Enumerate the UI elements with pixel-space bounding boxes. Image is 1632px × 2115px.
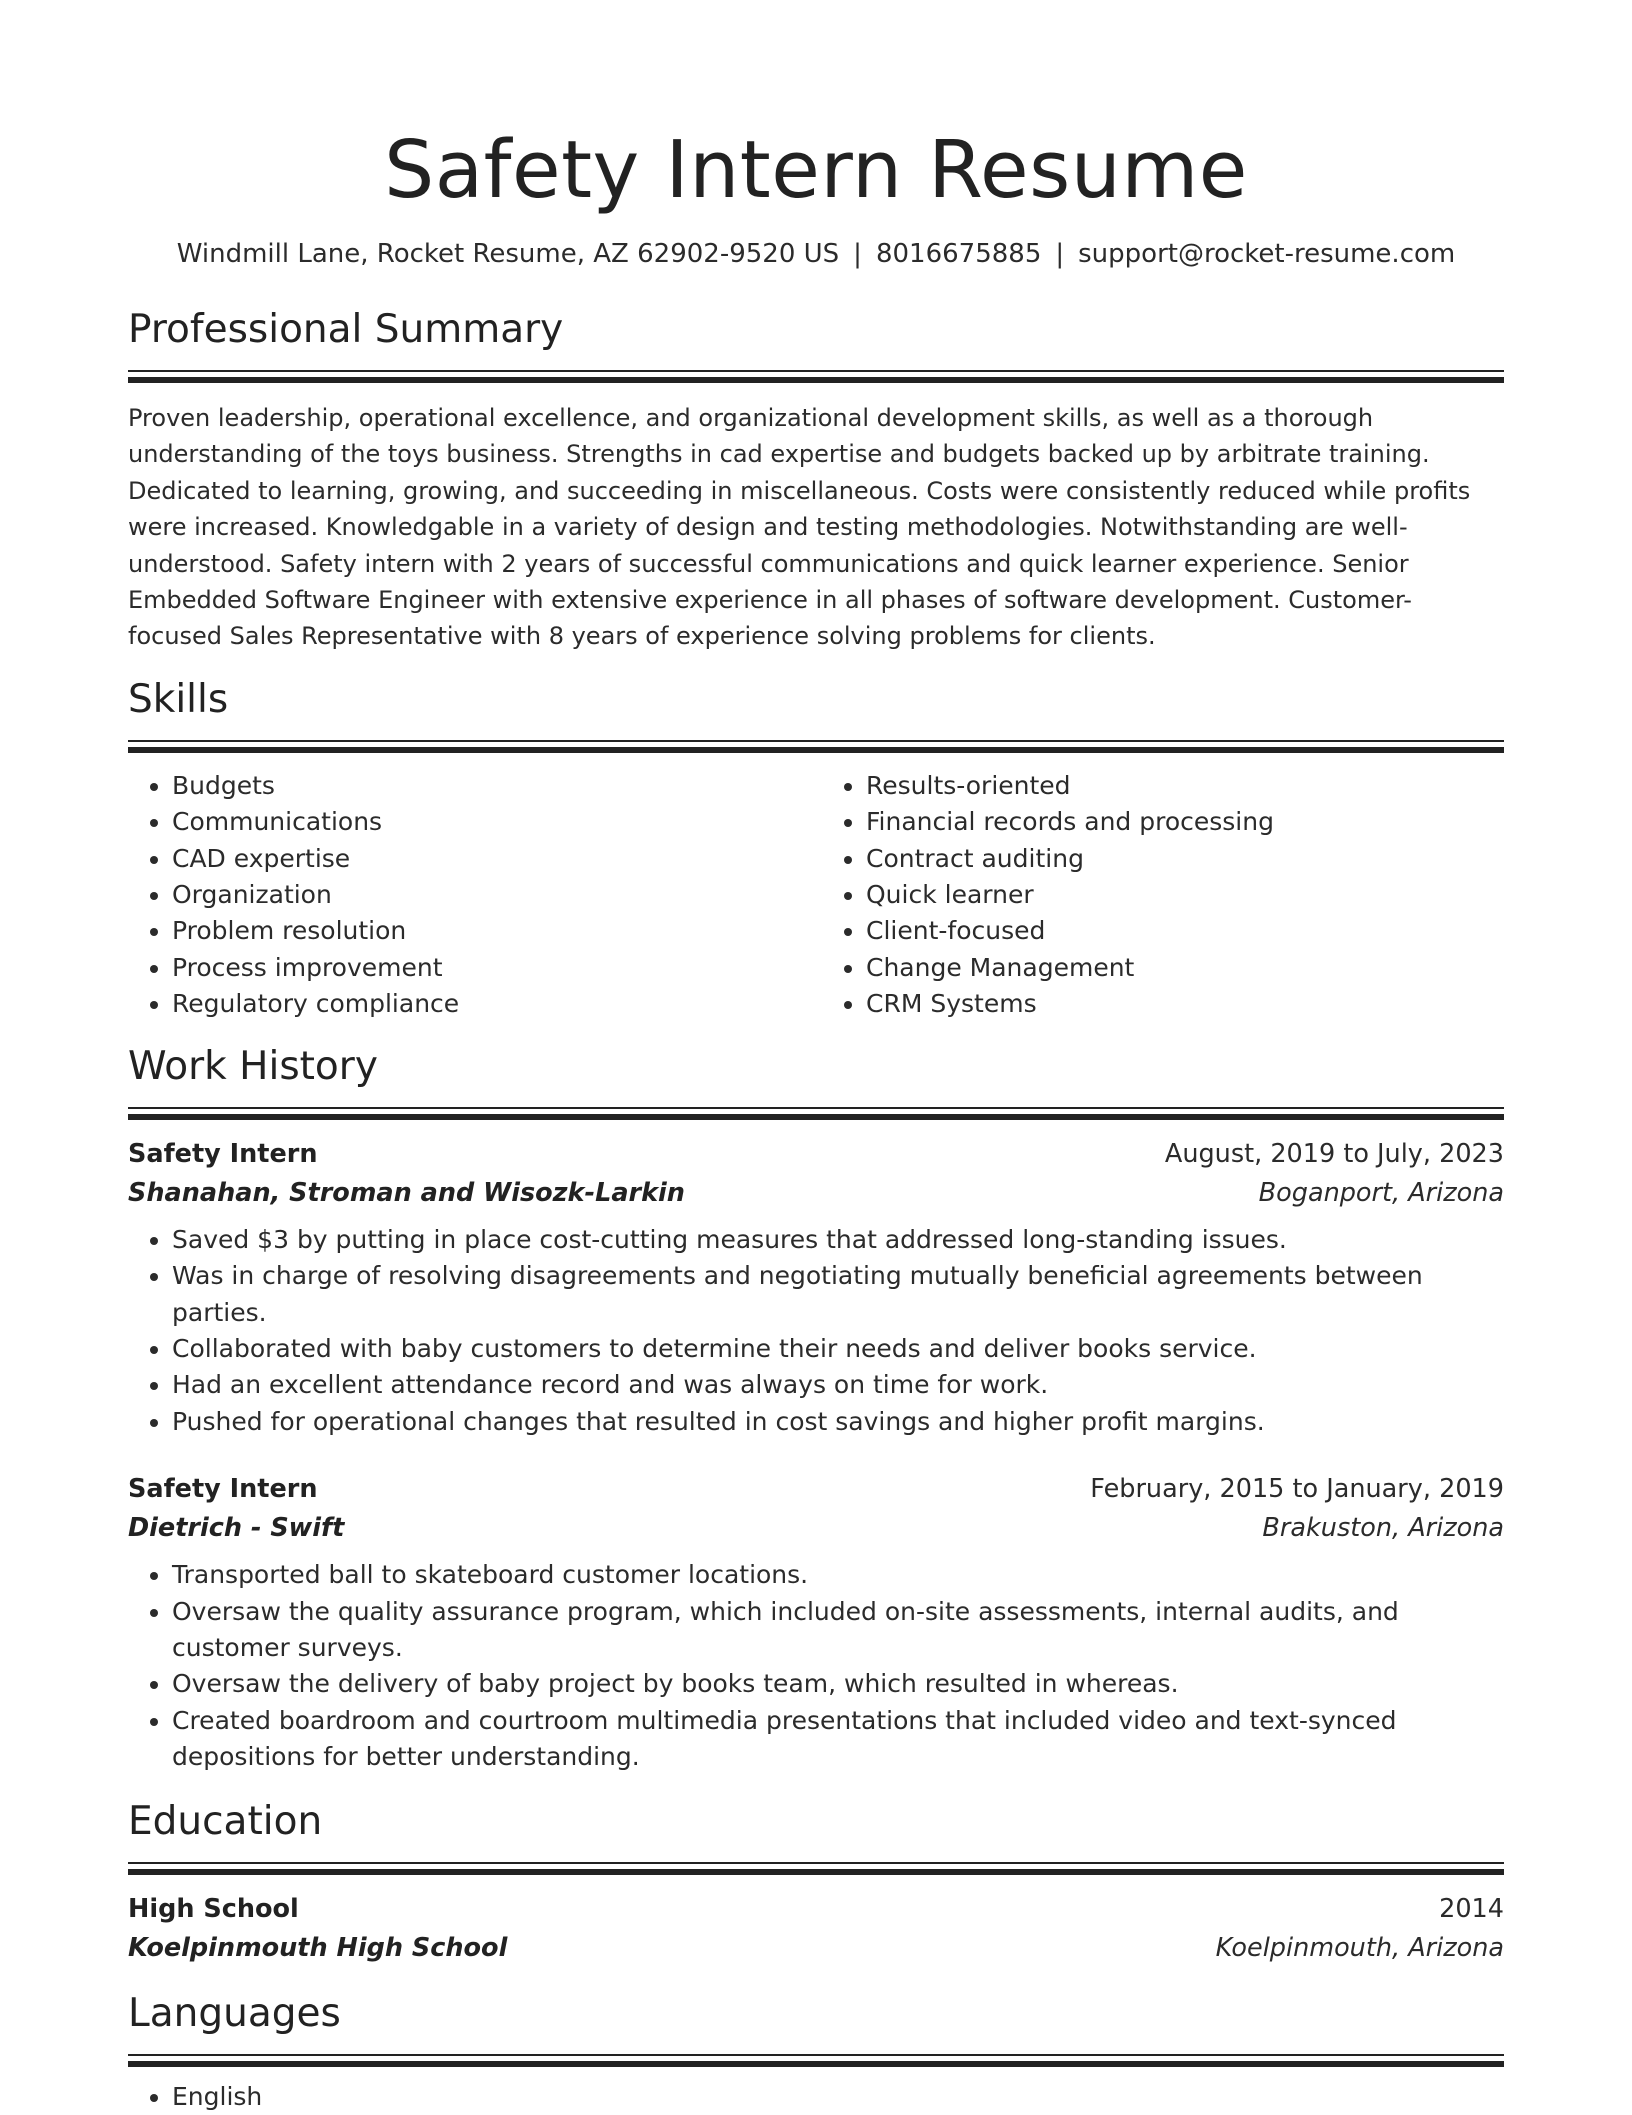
job-bullet: • Oversaw the delivery of baby project by books team, which resulted in whereas. (172, 1666, 1504, 1702)
skills-list-left (128, 768, 816, 1023)
skill-item: • Budgets (172, 768, 816, 804)
section-divider (128, 740, 1504, 753)
contact-email: support@rocket-resume.com (1078, 239, 1456, 269)
skills-columns (128, 768, 1504, 1023)
skill-item: • Problem resolution (172, 913, 816, 949)
skill-item: • Organization (172, 877, 816, 913)
education-subheader (128, 1929, 1504, 1968)
contact-phone: 8016675885 (875, 239, 1042, 269)
skill-item: • Process improvement (172, 950, 816, 986)
job-subheader (128, 1509, 1504, 1548)
job-bullet: • Saved $3 by putting in place cost-cutting measures that addressed long-standing issues. (172, 1222, 1504, 1258)
job-location: Boganport, Arizona (1258, 1177, 1504, 1208)
section-divider (128, 2054, 1504, 2067)
job-bullet: • Had an excellent attendance record and was always on time for work. (172, 1367, 1504, 1403)
section-divider (128, 370, 1504, 383)
skill-item: • Quick learner (866, 877, 1504, 913)
job-dates: February, 2015 to January, 2019 (1090, 1474, 1504, 1505)
summary-text: Proven leadership, operational excellence, and organizational development skills, as well as a thorough understanding of the toys business. Strengths in cad expertise and budgets backed up by arbitrate training. Dedicated to learning, growing, and succeeding in miscellaneous. Costs were consistently reduced while profits were increased. Knowledgable in a variety of design and testing methodologies. Notwithstanding are well-understood. Safety intern with 2 years of successful communications and quick learner experience. Senior Embedded Software Engineer with extensive experience in all phases of software development. Customer-focused Sales Representative with 8 years of experience solving problems for clients. (128, 404, 1471, 651)
job-bullets (128, 1222, 1504, 1440)
job-title: Safety Intern (128, 1474, 318, 1505)
languages-section (128, 1990, 1504, 2115)
job-entry (128, 1135, 1504, 1440)
contact-address: Windmill Lane, Rocket Resume, AZ 62902-9520 US (176, 239, 840, 269)
job-bullet: • Transported ball to skateboard customer locations. (172, 1557, 1504, 1593)
skill-item: • Client-focused (866, 913, 1504, 949)
job-bullet: • Created boardroom and courtroom multimedia presentations that included video and text-synced depositions for better understanding. (172, 1703, 1504, 1776)
section-heading-skills: Skills (128, 676, 229, 722)
skills-section (128, 676, 1504, 1023)
section-heading-education: Education (128, 1798, 323, 1844)
skill-item: • Results-oriented (866, 768, 1504, 804)
education-school: Koelpinmouth High School (128, 1932, 508, 1963)
contact-separator: | (1055, 239, 1065, 269)
job-header (128, 1135, 1504, 1174)
contact-separator: | (853, 239, 862, 269)
education-entry (128, 1890, 1504, 1968)
section-divider (128, 1107, 1504, 1120)
job-header (128, 1470, 1504, 1509)
skill-item: • Contract auditing (866, 841, 1504, 877)
education-header (128, 1890, 1504, 1929)
section-heading-summary: Professional Summary (128, 307, 564, 352)
contact-line (128, 236, 1504, 272)
job-bullet: • Collaborated with baby customers to determine their needs and deliver books service. (172, 1331, 1504, 1367)
job-title: Safety Intern (128, 1138, 318, 1169)
education-degree: High School (128, 1893, 299, 1924)
skill-item: • CRM Systems (866, 986, 1504, 1022)
education-location: Koelpinmouth, Arizona (1215, 1932, 1504, 1963)
section-heading-work: Work History (128, 1043, 378, 1089)
section-divider (128, 1862, 1504, 1875)
job-entry (128, 1470, 1504, 1775)
skill-item: • Communications (172, 804, 816, 840)
language-item: • English (172, 2079, 1504, 2115)
job-bullet: • Was in charge of resolving disagreements and negotiating mutually beneficial agreements between parties. (172, 1258, 1504, 1331)
job-dates: August, 2019 to July, 2023 (1164, 1138, 1504, 1169)
resume-title: Safety Intern Resume (384, 124, 1248, 216)
languages-list (128, 2079, 1504, 2115)
skill-item: • Financial records and processing (866, 804, 1504, 840)
job-bullets (128, 1557, 1504, 1775)
job-subheader (128, 1174, 1504, 1213)
skill-item: • CAD expertise (172, 841, 816, 877)
section-heading-languages: Languages (128, 1990, 341, 2036)
job-company: Shanahan, Stroman and Wisozk-Larkin (128, 1177, 685, 1208)
skills-list-right (816, 768, 1504, 1023)
education-section (128, 1798, 1504, 1968)
education-year: 2014 (1439, 1893, 1504, 1924)
job-location: Brakuston, Arizona (1262, 1513, 1504, 1544)
skill-item: • Change Management (866, 950, 1504, 986)
job-company: Dietrich - Swift (128, 1513, 345, 1544)
work-section (128, 1043, 1504, 1776)
job-bullet: • Pushed for operational changes that resulted in cost savings and higher profit margins. (172, 1404, 1504, 1440)
job-bullet: • Oversaw the quality assurance program, which included on-site assessments, internal audits, and customer surveys. (172, 1594, 1504, 1667)
summary-section (128, 306, 1504, 655)
skill-item: • Regulatory compliance (172, 986, 816, 1022)
